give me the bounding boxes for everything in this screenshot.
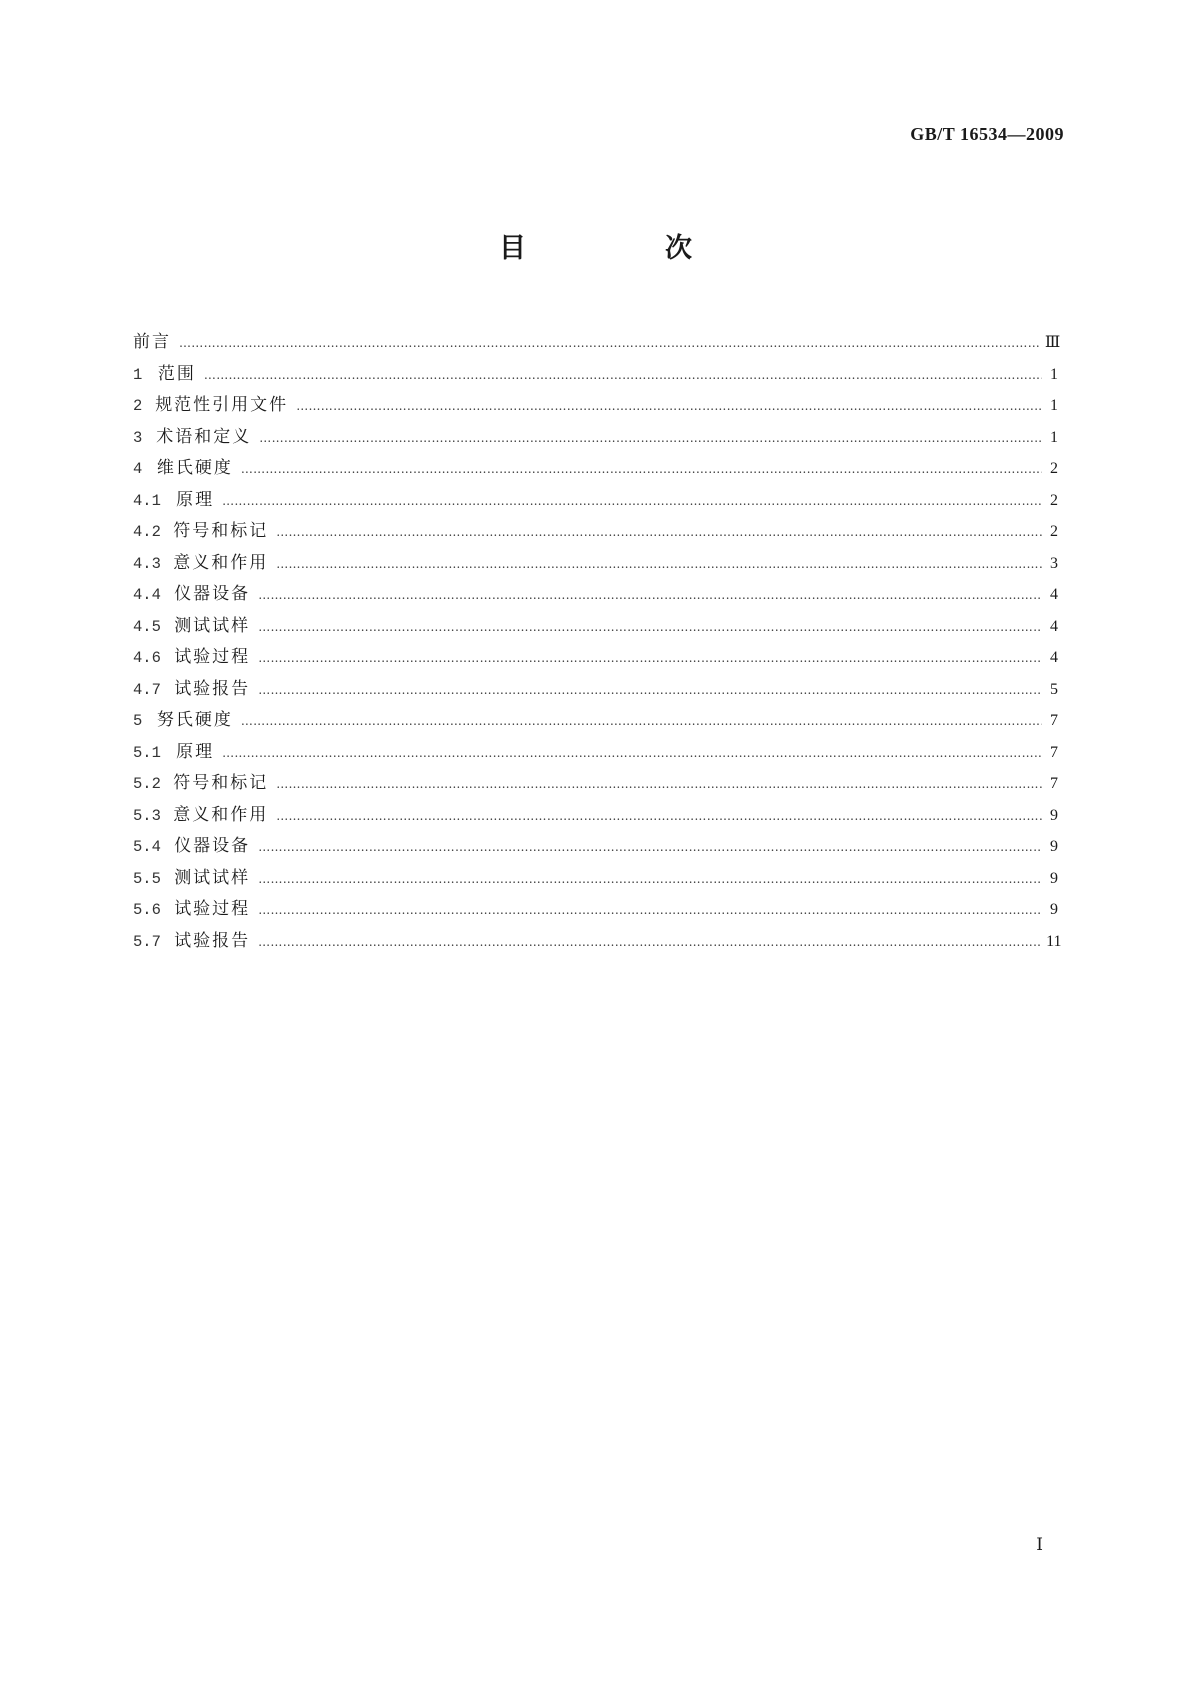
toc-entry-preface[interactable] <box>133 327 1061 359</box>
toc-leader-dots <box>222 494 1042 508</box>
toc-entry-1[interactable] <box>133 359 1058 391</box>
toc-entry-number: 4.1 <box>133 491 161 510</box>
toc-entry-page: 9 <box>1050 806 1058 824</box>
toc-entry-number: 5.3 <box>133 806 161 825</box>
toc-entry-5-3[interactable] <box>133 800 1058 832</box>
toc-leader-dots <box>276 525 1042 539</box>
toc-entry-number: 4.4 <box>133 586 161 604</box>
toc-leader-dots <box>276 557 1042 571</box>
toc-leader-dots <box>296 399 1042 413</box>
toc-entry-page: 9 <box>1050 838 1058 855</box>
toc-entry-title: 原理 <box>176 741 215 762</box>
toc-entry-4[interactable] <box>133 453 1058 485</box>
toc-leader-dots <box>241 462 1042 476</box>
toc-entry-title: 术语和定义 <box>156 426 252 447</box>
toc-entry-number: 5.2 <box>133 775 161 793</box>
toc-entry-page: 1 <box>1050 397 1058 414</box>
toc-leader-dots <box>222 746 1042 760</box>
toc-leader-dots <box>258 840 1042 854</box>
toc-leader-dots <box>204 368 1042 382</box>
toc-entry-5[interactable] <box>133 705 1058 737</box>
toc-entry-page: 7 <box>1050 775 1058 792</box>
toc-entry-number: 3 <box>133 428 143 447</box>
toc-entry-number: 1 <box>133 365 143 384</box>
toc-entry-page: 9 <box>1050 901 1058 918</box>
toc-entry-number: 5 <box>133 712 143 730</box>
toc-entry-title: 符号和标记 <box>173 521 269 541</box>
toc-entry-title: 努氏硬度 <box>156 710 233 730</box>
toc-leader-dots <box>259 431 1042 445</box>
toc-entry-page: 1 <box>1050 428 1058 446</box>
toc-entry-title: 意义和作用 <box>173 804 269 825</box>
toc-entry-title: 意义和作用 <box>173 552 269 573</box>
toc-entry-5-7[interactable] <box>133 926 1062 958</box>
toc-leader-dots <box>258 872 1042 886</box>
toc-entry-title: 试验报告 <box>174 930 251 951</box>
toc-leader-dots <box>241 714 1042 728</box>
toc-entry-page: 4 <box>1050 586 1058 603</box>
toc-entry-5-6[interactable] <box>133 894 1058 926</box>
toc-entry-4-6[interactable] <box>133 642 1058 674</box>
toc-leader-dots <box>258 903 1042 917</box>
toc-entry-3[interactable] <box>133 422 1058 454</box>
toc-entry-page: 2 <box>1050 460 1058 477</box>
toc-entry-4-4[interactable] <box>133 579 1058 611</box>
toc-entry-number: 4.3 <box>133 554 161 573</box>
toc-entry-4-7[interactable] <box>133 674 1058 706</box>
toc-entry-title: 试验过程 <box>174 647 251 667</box>
toc-entry-number: 5.7 <box>133 932 161 951</box>
toc-entry-number: 4.2 <box>133 523 161 541</box>
toc-entry-number: 4.6 <box>133 649 161 667</box>
toc-entry-number: 4.5 <box>133 617 161 636</box>
page-number: Ⅰ <box>1036 1535 1043 1554</box>
toc-entry-number: 5.5 <box>133 869 161 888</box>
toc-leader-dots <box>258 935 1040 949</box>
toc-entry-title: 符号和标记 <box>173 773 269 793</box>
toc-entry-page: 9 <box>1050 869 1058 887</box>
toc-entry-5-5[interactable] <box>133 863 1058 895</box>
toc-entry-page: 7 <box>1050 712 1058 729</box>
toc-entry-page: 1 <box>1050 365 1058 383</box>
toc-entry-title: 测试试样 <box>174 867 251 888</box>
toc-entry-page: 4 <box>1050 649 1058 666</box>
toc-entry-5-4[interactable] <box>133 831 1058 863</box>
toc-entry-number: 4 <box>133 460 143 478</box>
toc-entry-5-1[interactable] <box>133 737 1058 769</box>
table-of-contents <box>133 327 1062 957</box>
toc-entry-page: Ⅲ <box>1044 334 1061 351</box>
toc-entry-4-3[interactable] <box>133 548 1058 580</box>
toc-entry-page: 2 <box>1050 491 1058 509</box>
toc-entry-4-5[interactable] <box>133 611 1058 643</box>
toc-entry-number: 4.7 <box>133 680 161 699</box>
toc-leader-dots <box>276 777 1042 791</box>
toc-leader-dots <box>258 683 1042 697</box>
toc-entry-title: 仪器设备 <box>174 584 251 604</box>
page-title: 目 次 <box>499 233 748 264</box>
standard-code: GB/T 16534—2009 <box>910 124 1064 144</box>
toc-entry-4-1[interactable] <box>133 485 1058 517</box>
toc-entry-page: 5 <box>1050 680 1058 698</box>
toc-entry-title: 仪器设备 <box>174 836 251 856</box>
toc-entry-page: 11 <box>1046 932 1062 950</box>
toc-entry-4-2[interactable] <box>133 516 1058 548</box>
toc-entry-number: 5.4 <box>133 838 161 856</box>
toc-entry-title: 范围 <box>157 363 196 384</box>
toc-leader-dots <box>258 620 1042 634</box>
toc-leader-dots <box>258 588 1042 602</box>
toc-leader-dots <box>258 651 1042 665</box>
toc-entry-page: 3 <box>1050 554 1058 572</box>
toc-entry-title: 前言 <box>133 332 171 352</box>
toc-entry-5-2[interactable] <box>133 768 1058 800</box>
toc-leader-dots <box>276 809 1042 823</box>
toc-entry-number: 2 <box>133 397 143 415</box>
toc-entry-page: 7 <box>1050 743 1058 761</box>
toc-entry-2[interactable] <box>133 390 1058 422</box>
toc-entry-title: 原理 <box>176 489 215 510</box>
toc-entry-title: 试验报告 <box>174 678 251 699</box>
toc-entry-title: 试验过程 <box>174 899 251 919</box>
toc-leader-dots <box>179 336 1039 350</box>
toc-entry-title: 规范性引用文件 <box>155 395 289 415</box>
toc-entry-number: 5.6 <box>133 901 161 919</box>
toc-entry-title: 测试试样 <box>174 615 251 636</box>
toc-entry-page: 2 <box>1050 523 1058 540</box>
toc-entry-page: 4 <box>1050 617 1058 635</box>
toc-entry-number: 5.1 <box>133 743 161 762</box>
toc-entry-title: 维氏硬度 <box>156 458 233 478</box>
